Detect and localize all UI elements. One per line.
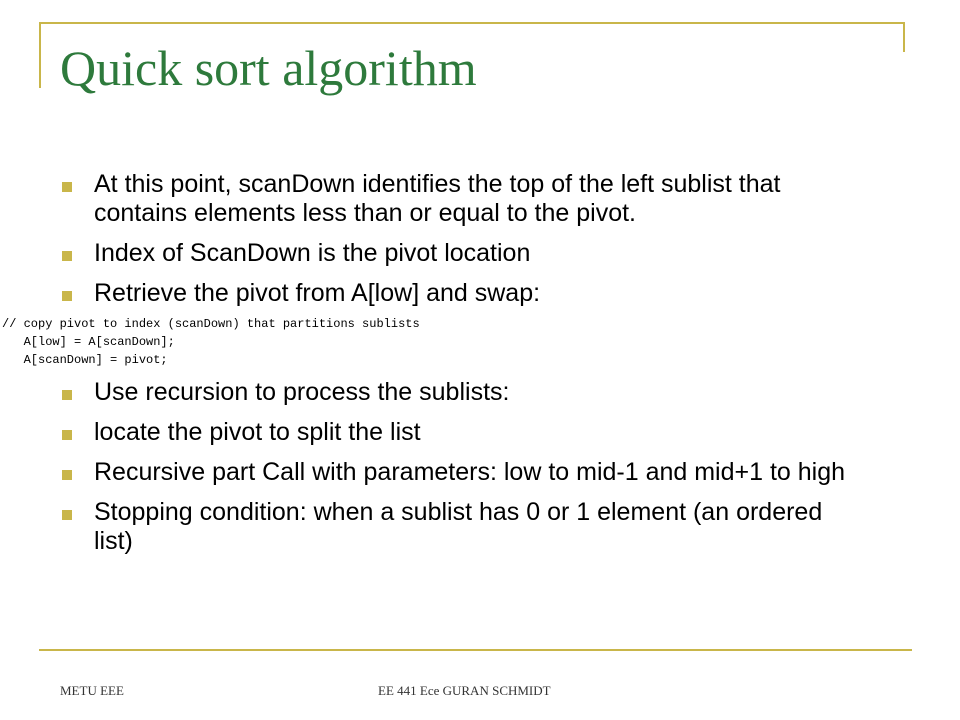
bullet-text: Index of ScanDown is the pivot location (94, 239, 531, 267)
bullet-text: At this point, scanDown identifies the top of the left sublist that contains elements less than or equal to the pivot. (94, 170, 781, 227)
bullet-item (62, 239, 862, 268)
left-frame-line (39, 22, 41, 88)
bullet-text: Retrieve the pivot from A[low] and swap: (94, 279, 541, 307)
slide-content (2, 170, 862, 567)
bullet-text: Stopping condition: when a sublist has 0 or 1 element (an ordered list) (94, 498, 823, 555)
right-frame-tick (903, 22, 905, 52)
square-bullet-icon (62, 251, 72, 261)
top-frame-line (39, 22, 905, 24)
bullet-item (62, 170, 862, 228)
footer-line (39, 649, 912, 651)
bullet-item (62, 458, 862, 487)
code-block (2, 315, 862, 369)
bullet-item (62, 498, 862, 556)
bullet-text: Recursive part Call with parameters: low to mid-1 and mid+1 to high (94, 458, 846, 486)
bullet-text: Use recursion to process the sublists: (94, 378, 510, 406)
code-line: A[scanDown] = pivot; (2, 353, 168, 367)
slide-title: Quick sort algorithm (60, 40, 477, 96)
square-bullet-icon (62, 470, 72, 480)
square-bullet-icon (62, 430, 72, 440)
bullet-text: locate the pivot to split the list (94, 418, 421, 446)
square-bullet-icon (62, 291, 72, 301)
square-bullet-icon (62, 510, 72, 520)
code-line: A[low] = A[scanDown]; (2, 335, 175, 349)
bullet-item (62, 279, 862, 308)
bullet-item (62, 378, 862, 407)
footer-department: METU EEE (60, 683, 124, 698)
square-bullet-icon (62, 182, 72, 192)
bullet-item (62, 418, 862, 447)
footer-course: EE 441 Ece GURAN SCHMIDT (378, 683, 551, 698)
square-bullet-icon (62, 390, 72, 400)
code-line: // copy pivot to index (scanDown) that partitions sublists (2, 317, 420, 331)
